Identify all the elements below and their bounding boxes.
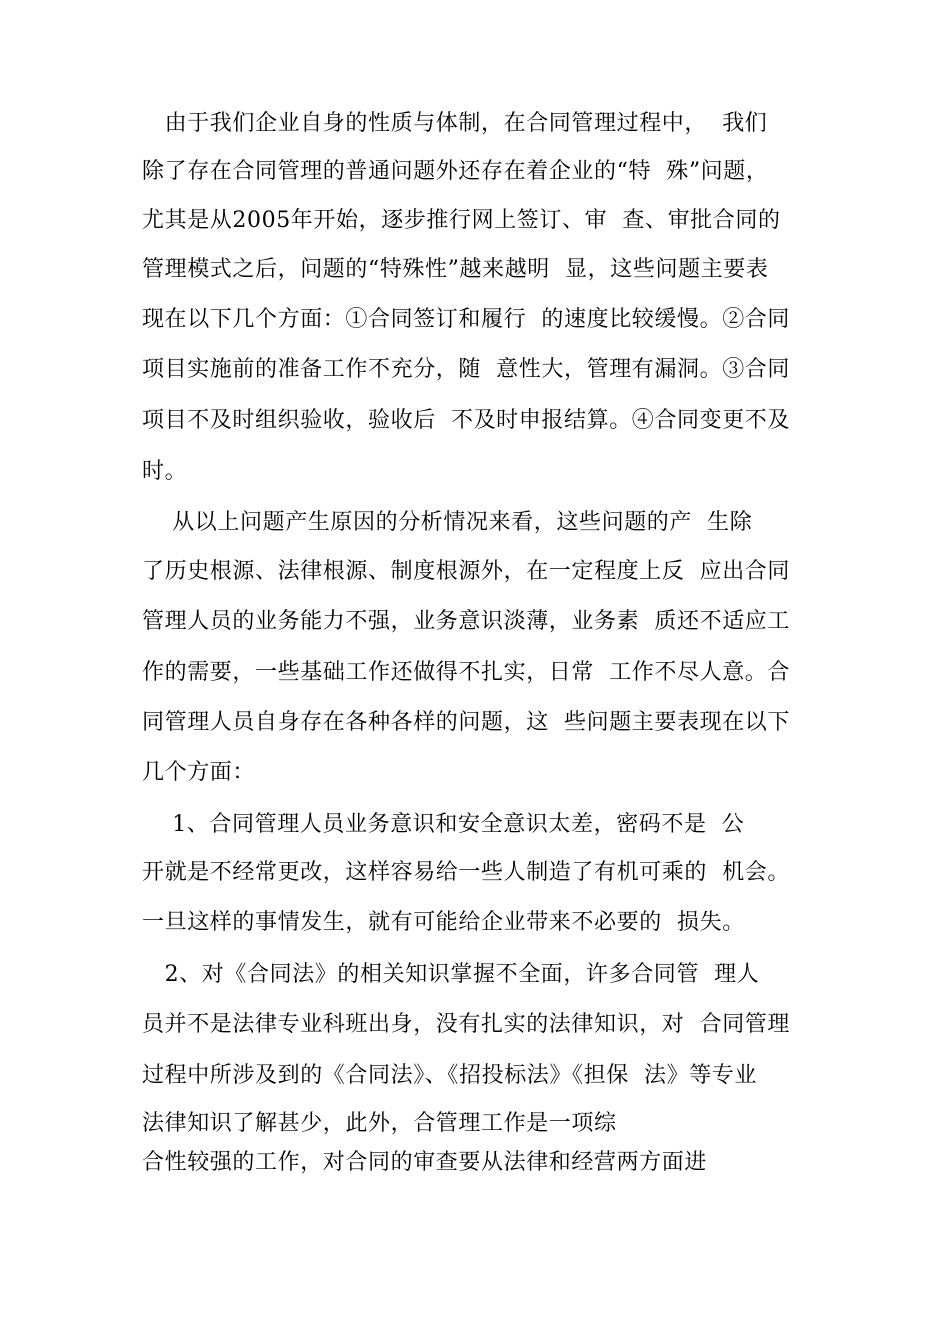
paragraph-2-line-2: 了历史根源、法律根源、制度根源外，在一定程度上反 应出合同 — [142, 559, 790, 584]
paragraph-1-line-8: 时。 — [142, 459, 188, 484]
paragraph-1-line-5: 现在以下几个方面：①合同签订和履行 的速度比较缓慢。②合同 — [142, 307, 790, 332]
paragraph-1-line-7: 项目不及时组织验收，验收后 不及时申报结算。④合同变更不及 — [142, 408, 790, 433]
paragraph-4-line-4: 法律知识了解甚少，此外，合管理工作是一项综 — [142, 1111, 617, 1136]
paragraph-2-line-3: 管理人员的业务能力不强，业务意识淡薄，业务素 质还不适应工 — [142, 609, 790, 634]
paragraph-3-line-1: 1、合同管理人员业务意识和安全意识太差，密码不是 公 — [142, 812, 745, 837]
paragraph-2-line-6: 几个方面： — [142, 760, 256, 785]
paragraph-4-line-1: 2、对《合同法》的相关知识掌握不全面，许多合同管 理人 — [142, 962, 760, 987]
paragraph-3-line-3: 一旦这样的事情发生，就有可能给企业带来不必要的 损失。 — [142, 910, 745, 935]
paragraph-1-line-2: 除了存在合同管理的普通问题外还存在着企业的“特 殊”问题， — [142, 159, 769, 184]
paragraph-2-line-4: 作的需要，一些基础工作还做得不扎实，日常 工作不尽人意。合 — [142, 660, 790, 685]
paragraph-1-line-1: 由于我们企业自身的性质与体制，在合同管理过程中， 我们 — [142, 111, 768, 136]
paragraph-1-line-4: 管理模式之后，问题的“特殊性”越来越明 显，这些问题主要表 — [142, 257, 769, 282]
paragraph-1-line-6: 项目实施前的准备工作不充分，随 意性大，管理有漏洞。③合同 — [142, 357, 790, 382]
paragraph-4-line-3: 过程中所涉及到的《合同法》、《招投标法》《担保 法》等专业 — [142, 1063, 757, 1088]
paragraph-4-line-2: 员并不是法律专业科班出身，没有扎实的法律知识，对 合同管理 — [142, 1012, 790, 1037]
paragraph-3-line-2: 开就是不经常更改，这样容易给一些人制造了有机可乘的 机会。 — [142, 860, 790, 885]
paragraph-1-line-3: 尤其是从2005年开始，逐步推行网上签订、审 查、审批合同的 — [142, 208, 781, 233]
paragraph-4-line-5: 合性较强的工作，对合同的审查要从法律和经营两方面进 — [142, 1150, 708, 1175]
paragraph-2-line-1: 从以上问题产生原因的分析情况来看，这些问题的产 生除 — [142, 510, 753, 535]
paragraph-2-line-5: 同管理人员自身存在各种各样的问题，这 些问题主要表现在以下 — [142, 710, 790, 735]
